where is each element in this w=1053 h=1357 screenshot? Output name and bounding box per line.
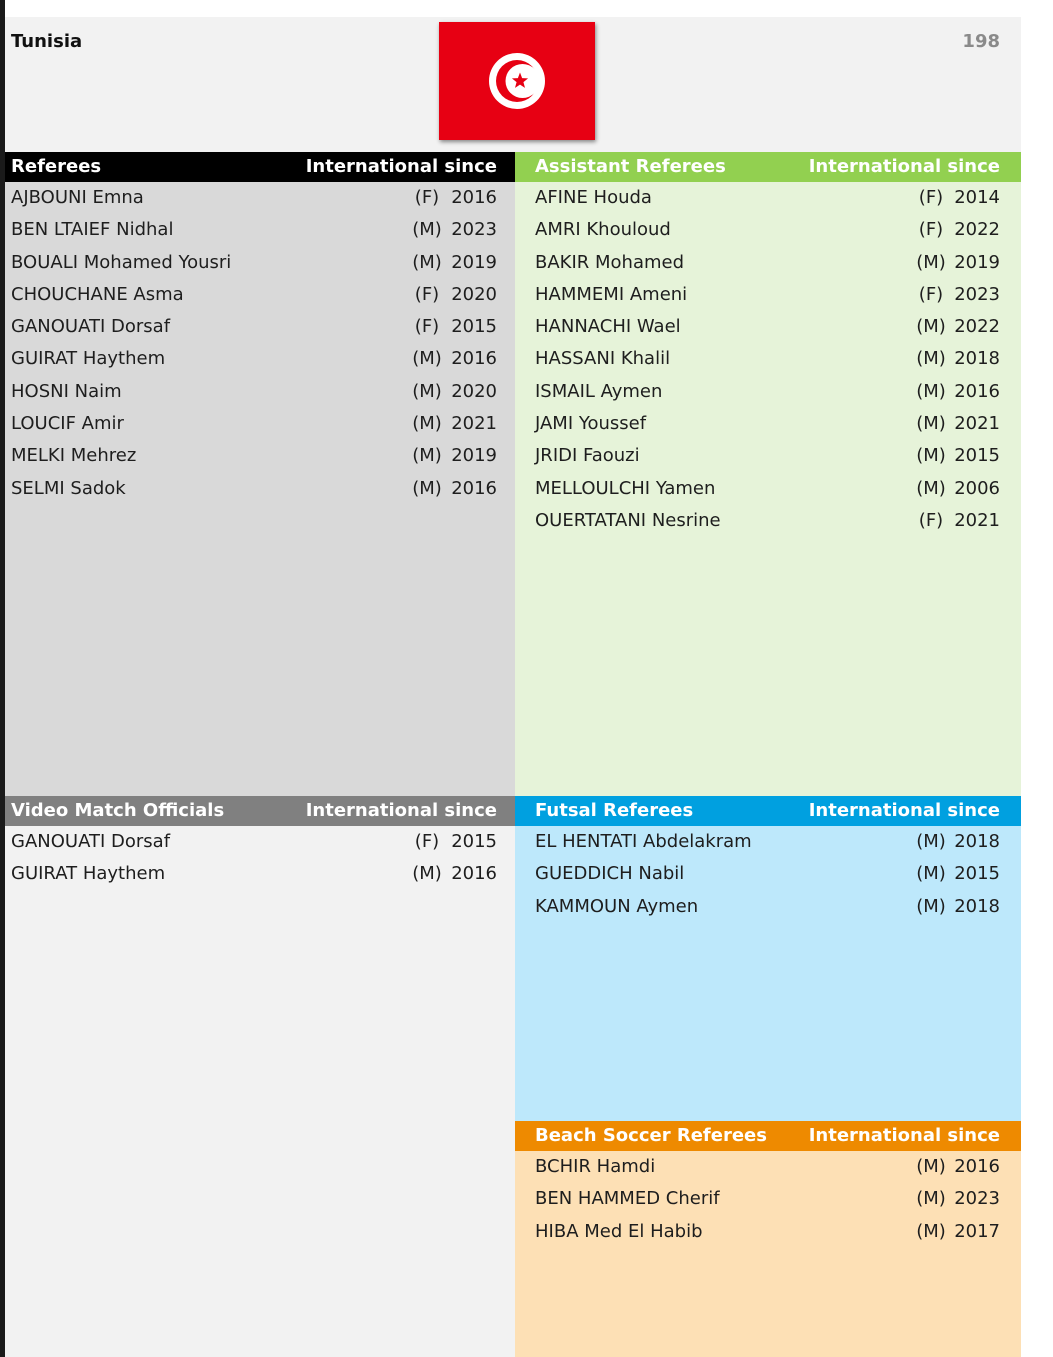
official-year: 2021 <box>954 413 1000 435</box>
table-row <box>515 182 1021 214</box>
official-year: 2018 <box>954 348 1000 370</box>
table-row <box>515 376 1021 408</box>
official-year: 2020 <box>451 380 497 402</box>
official-year: 2015 <box>451 316 497 338</box>
table-row <box>515 891 1021 923</box>
official-year: 2018 <box>954 831 1000 852</box>
official-name: HIBA Med El Habib <box>535 1220 703 1242</box>
table-row <box>5 279 515 311</box>
official-name: BAKIR Mohamed <box>535 251 685 273</box>
video-match-officials-panel <box>5 796 515 1357</box>
futsal-referees-list <box>515 826 1021 923</box>
official-gender: (M) <box>412 251 442 273</box>
video-match-officials-title: Video Match Officials <box>11 800 225 821</box>
futsal-referees-header <box>515 796 1021 826</box>
official-gender: (M) <box>412 477 442 499</box>
official-gender: (M) <box>916 477 946 499</box>
official-name: ISMAIL Aymen <box>535 380 663 402</box>
table-row <box>5 408 515 440</box>
table-row <box>5 343 515 375</box>
official-gender: (F) <box>414 316 440 338</box>
official-name: EL HENTATI Abdelakram <box>535 831 752 852</box>
official-gender: (F) <box>918 509 944 531</box>
official-year: 2015 <box>954 445 1000 467</box>
beach-soccer-referees-panel <box>515 1121 1021 1357</box>
official-name: SELMI Sadok <box>11 477 126 499</box>
official-name: GANOUATI Dorsaf <box>11 831 171 852</box>
table-row <box>515 408 1021 440</box>
official-gender: (F) <box>918 187 944 208</box>
futsal-referees-since-label: International since <box>808 800 1000 821</box>
official-name: JRIDI Faouzi <box>535 445 640 467</box>
official-year: 2023 <box>954 1188 1000 1210</box>
official-year: 2016 <box>451 348 497 370</box>
official-name: BCHIR Hamdi <box>535 1156 656 1177</box>
beach-soccer-referees-since-label: International since <box>808 1125 1000 1146</box>
official-year: 2023 <box>451 219 497 241</box>
official-gender: (M) <box>412 219 442 241</box>
official-name: GUIRAT Haythem <box>11 348 166 370</box>
official-year: 2016 <box>954 1156 1000 1177</box>
official-name: HAMMEMI Ameni <box>535 283 688 305</box>
table-row <box>515 247 1021 279</box>
assistant-referees-header <box>515 152 1021 182</box>
video-match-officials-header <box>5 796 515 826</box>
table-row <box>515 826 1021 858</box>
official-gender: (M) <box>916 1188 946 1210</box>
official-name: LOUCIF Amir <box>11 413 124 435</box>
official-gender: (M) <box>916 413 946 435</box>
official-gender: (M) <box>916 251 946 273</box>
official-name: KAMMOUN Aymen <box>535 895 699 917</box>
official-year: 2022 <box>954 316 1000 338</box>
table-row <box>515 473 1021 505</box>
official-gender: (F) <box>918 283 944 305</box>
table-row <box>515 311 1021 343</box>
table-row <box>5 440 515 472</box>
table-row <box>515 858 1021 890</box>
table-row <box>5 376 515 408</box>
table-row <box>515 214 1021 246</box>
official-name: GUEDDICH Nabil <box>535 863 685 885</box>
official-gender: (M) <box>916 445 946 467</box>
futsal-referees-title: Futsal Referees <box>535 800 694 821</box>
official-year: 2015 <box>954 863 1000 885</box>
official-gender: (M) <box>412 413 442 435</box>
page-number: 198 <box>962 31 1000 52</box>
official-year: 2020 <box>451 283 497 305</box>
official-gender: (F) <box>414 283 440 305</box>
referees-panel <box>5 152 515 796</box>
country-name: Tunisia <box>11 31 83 52</box>
official-year: 2016 <box>954 380 1000 402</box>
futsal-referees-panel <box>515 796 1021 1121</box>
tunisia-flag-icon <box>439 22 595 140</box>
assistant-referees-list <box>515 182 1021 537</box>
official-name: BEN HAMMED Cherif <box>535 1188 720 1210</box>
referees-list <box>5 182 515 505</box>
table-row <box>515 1183 1021 1215</box>
official-gender: (M) <box>916 1156 946 1177</box>
table-row <box>5 473 515 505</box>
official-year: 2018 <box>954 895 1000 917</box>
referees-title: Referees <box>11 156 102 177</box>
table-row <box>515 1216 1021 1248</box>
official-gender: (M) <box>916 316 946 338</box>
official-gender: (M) <box>412 445 442 467</box>
official-year: 2006 <box>954 477 1000 499</box>
official-gender: (M) <box>916 348 946 370</box>
assistant-referees-title: Assistant Referees <box>535 156 726 177</box>
table-row <box>5 214 515 246</box>
official-name: AFINE Houda <box>535 187 652 208</box>
official-year: 2016 <box>451 863 497 885</box>
table-row <box>5 826 515 858</box>
video-match-officials-since-label: International since <box>305 800 497 821</box>
table-row <box>5 311 515 343</box>
official-year: 2019 <box>954 251 1000 273</box>
official-year: 2021 <box>954 509 1000 531</box>
referees-since-label: International since <box>305 156 497 177</box>
official-name: MELKI Mehrez <box>11 445 137 467</box>
video-match-officials-list <box>5 826 515 891</box>
official-year: 2023 <box>954 283 1000 305</box>
table-row <box>515 343 1021 375</box>
official-gender: (F) <box>414 187 440 208</box>
table-row <box>5 182 515 214</box>
table-row <box>515 1151 1021 1183</box>
official-name: GANOUATI Dorsaf <box>11 316 171 338</box>
official-name: AJBOUNI Emna <box>11 187 144 208</box>
official-name: CHOUCHANE Asma <box>11 283 184 305</box>
official-gender: (M) <box>412 863 442 885</box>
table-row <box>515 440 1021 472</box>
table-row <box>515 505 1021 537</box>
official-name: BEN LTAIEF Nidhal <box>11 219 174 241</box>
official-gender: (M) <box>916 380 946 402</box>
official-year: 2016 <box>451 187 497 208</box>
beach-soccer-referees-list <box>515 1151 1021 1248</box>
official-gender: (M) <box>916 831 946 852</box>
official-gender: (M) <box>412 380 442 402</box>
official-gender: (M) <box>916 895 946 917</box>
official-name: JAMI Youssef <box>535 413 647 435</box>
official-year: 2022 <box>954 219 1000 241</box>
official-name: HANNACHI Wael <box>535 316 681 338</box>
table-row <box>5 247 515 279</box>
official-year: 2016 <box>451 477 497 499</box>
official-name: HOSNI Naim <box>11 380 122 402</box>
official-year: 2017 <box>954 1220 1000 1242</box>
official-year: 2014 <box>954 187 1000 208</box>
official-year: 2019 <box>451 445 497 467</box>
table-row <box>5 858 515 890</box>
official-gender: (M) <box>412 348 442 370</box>
official-gender: (F) <box>414 831 440 852</box>
referees-header <box>5 152 515 182</box>
beach-soccer-referees-title: Beach Soccer Referees <box>535 1125 767 1146</box>
beach-soccer-referees-header <box>515 1121 1021 1151</box>
official-gender: (M) <box>916 1220 946 1242</box>
official-name: BOUALI Mohamed Yousri <box>11 251 232 273</box>
official-name: HASSANI Khalil <box>535 348 671 370</box>
official-year: 2021 <box>451 413 497 435</box>
official-name: MELLOULCHI Yamen <box>535 477 716 499</box>
official-gender: (M) <box>916 863 946 885</box>
assistant-referees-panel <box>515 152 1021 796</box>
official-year: 2019 <box>451 251 497 273</box>
official-year: 2015 <box>451 831 497 852</box>
official-name: GUIRAT Haythem <box>11 863 166 885</box>
official-name: AMRI Khouloud <box>535 219 671 241</box>
table-row <box>515 279 1021 311</box>
official-name: OUERTATANI Nesrine <box>535 509 721 531</box>
official-gender: (F) <box>918 219 944 241</box>
assistant-referees-since-label: International since <box>808 156 1000 177</box>
